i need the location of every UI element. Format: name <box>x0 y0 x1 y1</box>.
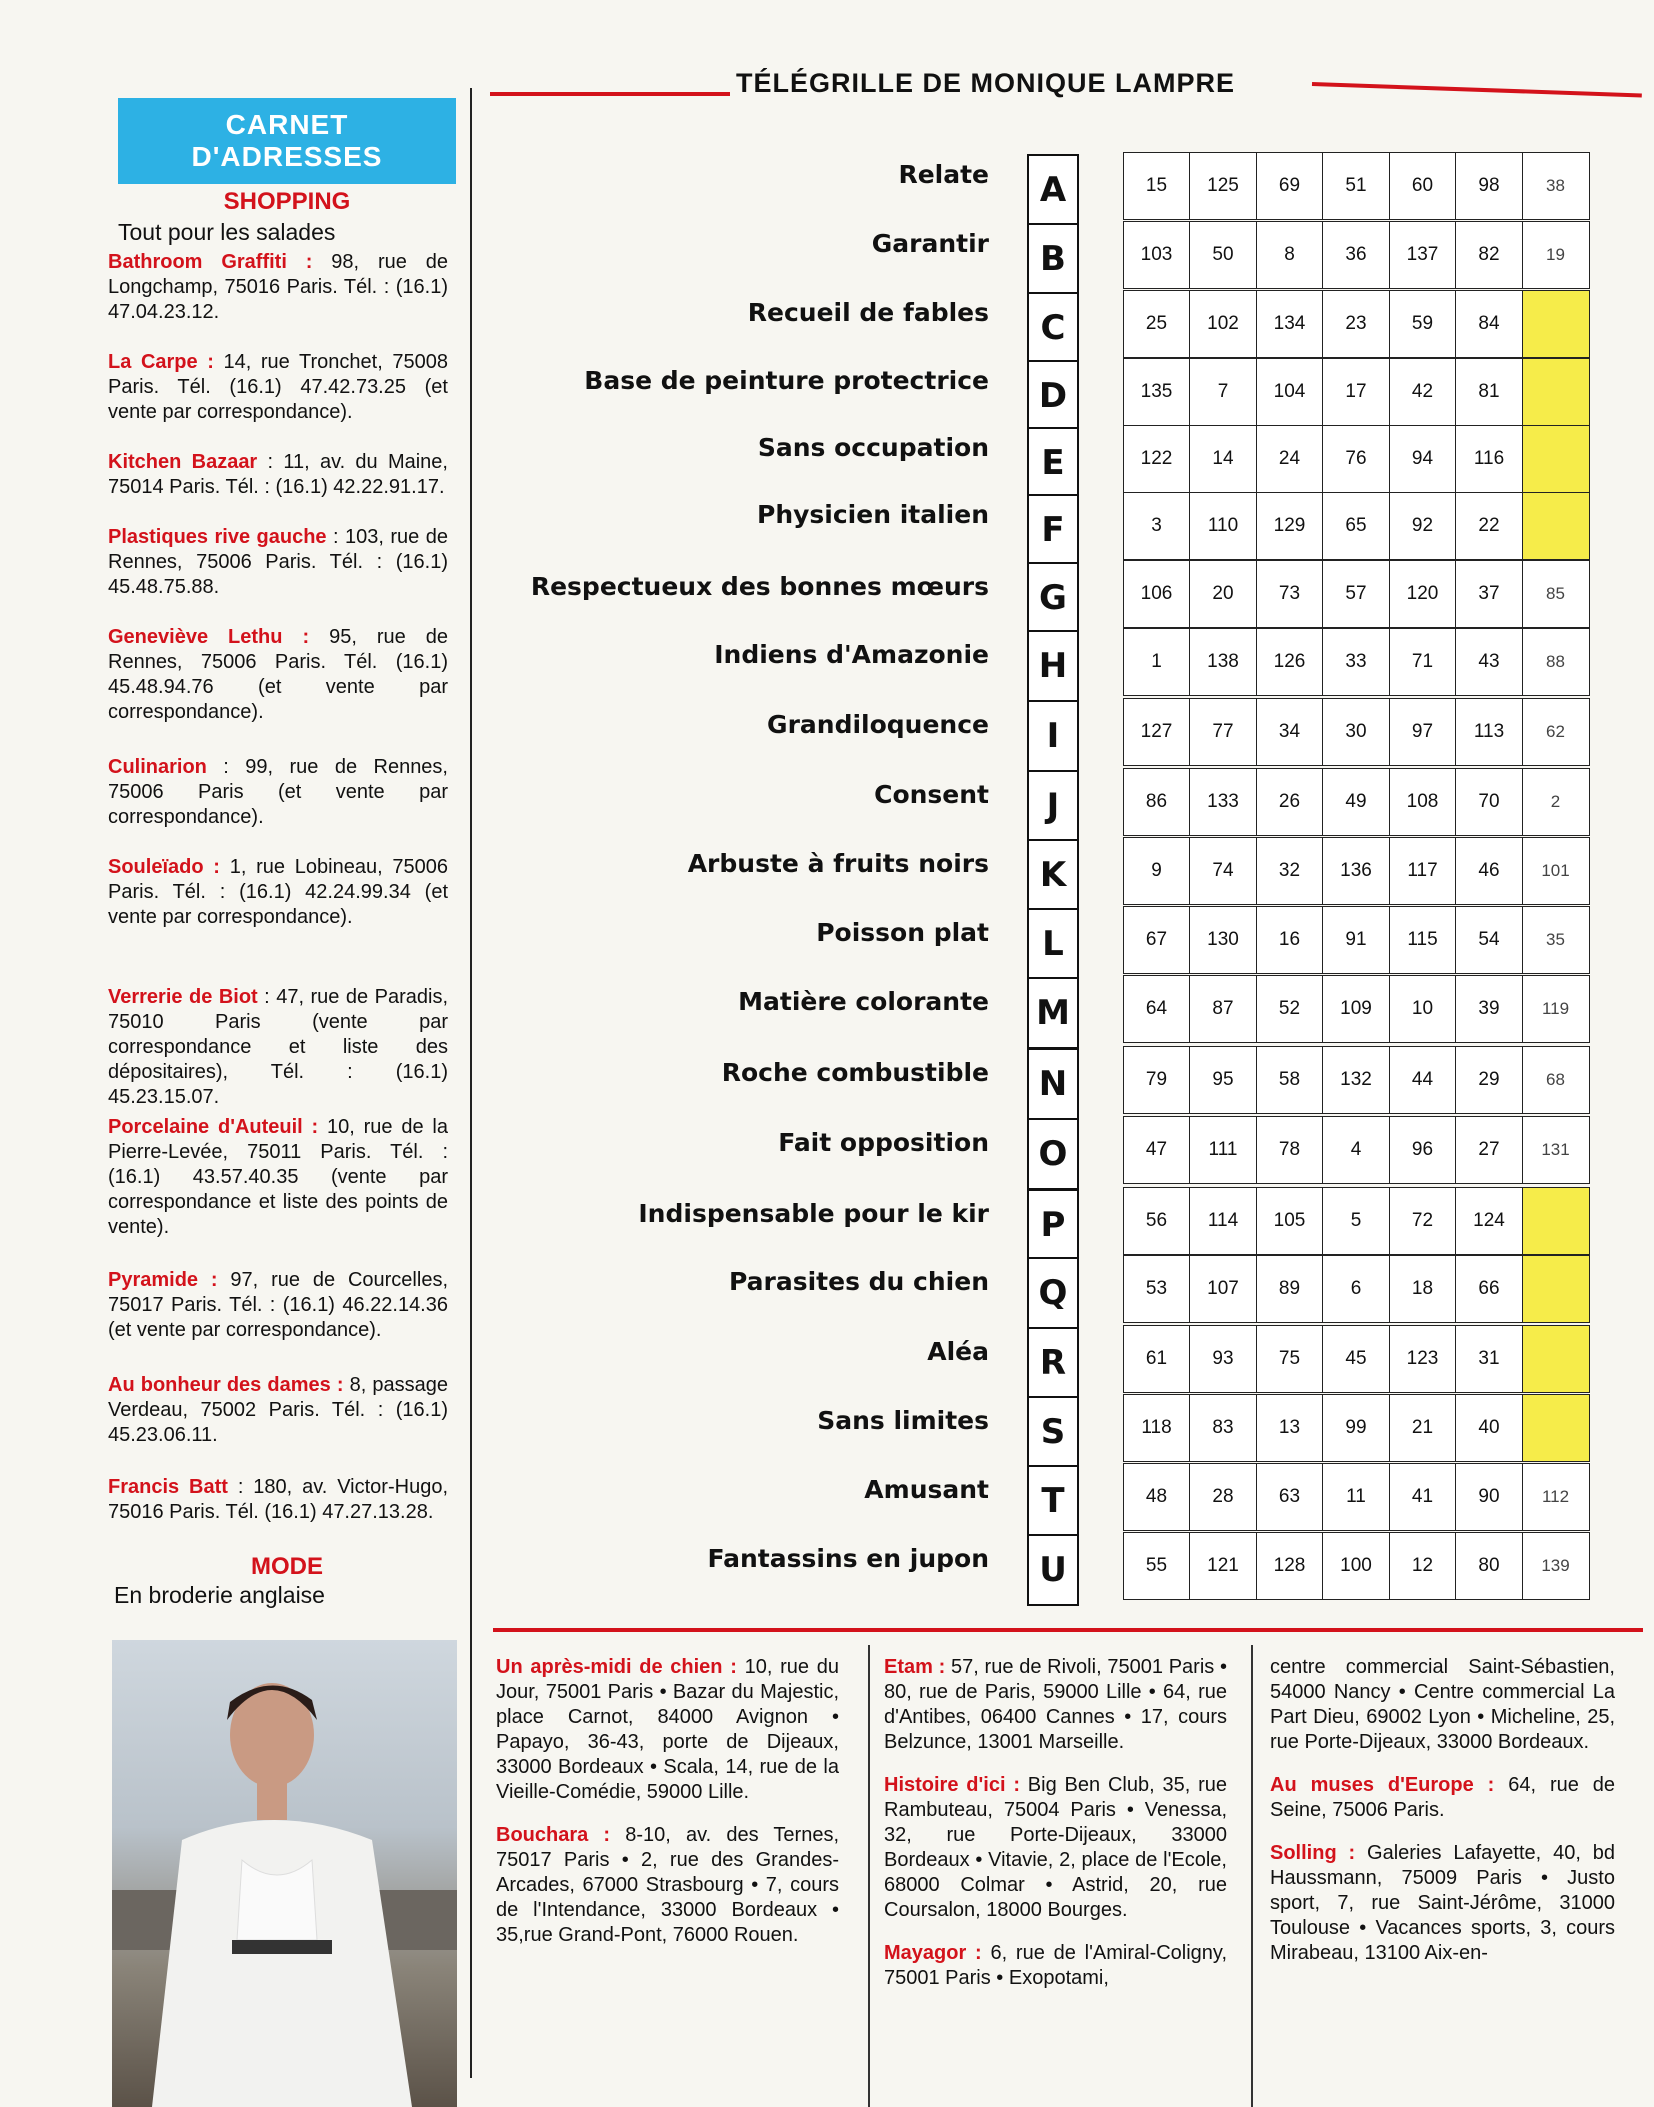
clue-text: Fait opposition <box>778 1128 989 1157</box>
grid-cell[interactable]: 34 <box>1256 698 1324 766</box>
grid-cell[interactable]: 127 <box>1123 698 1191 766</box>
grid-cell[interactable]: 104 <box>1256 358 1324 426</box>
grid-row <box>1124 1325 1590 1393</box>
grid-cell[interactable]: 32 <box>1256 837 1324 905</box>
shop-details: : 180, av. Victor-Hugo, 75016 Paris. Tél. (16.1) 47.27.13.28. <box>108 1476 448 1523</box>
highlighted-cell[interactable] <box>1522 358 1590 426</box>
shop-name: Solling : <box>1270 1842 1356 1864</box>
shop-details: 97, rue de Courcelles, 75017 Paris. Tél. : (16.1) 46.22.14.36 (et vente par correspondance). <box>108 1269 448 1341</box>
grid-cell[interactable]: 85 <box>1522 560 1590 628</box>
shop-details: 8, passage Verdeau, 75002 Paris. Tél. : (16.1) 45.23.06.11. <box>108 1374 448 1446</box>
shop-details: 8-10, av. des Ternes, 75017 Paris • 2, rue des Grandes-Arcades, 67000 Strasbourg • 7, cours de l'Intendance, 33000 Bordeaux • 35,rue Grand-Pont, 76000 Rouen. <box>496 1824 839 1946</box>
grid-cell[interactable]: 17 <box>1322 358 1390 426</box>
shopping-subheading: Tout pour les salades <box>118 219 336 245</box>
grid-row <box>1124 425 1590 493</box>
address-entry <box>108 625 448 725</box>
clue-text: Sans occupation <box>757 433 989 462</box>
grid-cell[interactable]: 1 <box>1123 628 1191 696</box>
grid-cell[interactable]: 113 <box>1455 698 1523 766</box>
grid-cell[interactable]: 84 <box>1455 290 1523 358</box>
grid-cell[interactable]: 2 <box>1522 768 1590 836</box>
address-paragraph <box>1270 1655 1615 1755</box>
row-letter: I <box>1027 700 1079 772</box>
grid-cell[interactable]: 61 <box>1123 1325 1191 1393</box>
address-column-3 <box>1270 1655 1615 1984</box>
shop-details: 57, rue de Rivoli, 75001 Paris • 80, rue de Paris, 59000 Lille • 64, rue d'Antibes, 06400 Cannes • 17, cours Belzunce, 13001 Marseille. <box>884 1656 1227 1753</box>
grid-cell[interactable]: 136 <box>1322 837 1390 905</box>
grid-cell[interactable]: 31 <box>1455 1325 1523 1393</box>
puzzle-title: TÉLÉGRILLE DE MONIQUE LAMPRE <box>736 68 1236 98</box>
address-column-2 <box>884 1655 1227 2009</box>
grid-row <box>1124 628 1590 696</box>
grid-row <box>1124 290 1590 358</box>
row-letter: O <box>1027 1118 1079 1190</box>
highlighted-cell[interactable] <box>1522 1187 1590 1255</box>
shop-name: Verrerie de Biot <box>108 986 258 1008</box>
row-letter: T <box>1027 1465 1079 1537</box>
row-letter: F <box>1027 494 1079 566</box>
grid-row <box>1124 1187 1590 1255</box>
row-letter: B <box>1027 223 1079 295</box>
shop-name: Pyramide : <box>108 1269 218 1291</box>
row-letter: P <box>1027 1189 1079 1261</box>
grid-cell[interactable]: 119 <box>1522 975 1590 1043</box>
shop-name: Histoire d'ici : <box>884 1774 1020 1796</box>
shop-name: Bathroom Graffiti : <box>108 251 313 273</box>
shop-details: 6, rue de l'Amiral-Coligny, 75001 Paris • Exopotami, <box>884 1942 1227 1989</box>
shop-details: : 99, rue de Rennes, 75006 Paris (et vente par correspondance). <box>108 756 448 828</box>
mode-subheading: En broderie anglaise <box>114 1582 325 1608</box>
grid-cell[interactable]: 75 <box>1256 1325 1324 1393</box>
grid-cell[interactable]: 130 <box>1189 906 1257 974</box>
grid-cell[interactable]: 135 <box>1123 358 1191 426</box>
grid-cell[interactable]: 44 <box>1389 1046 1457 1114</box>
grid-cell[interactable]: 57 <box>1322 560 1390 628</box>
grid-cell[interactable]: 137 <box>1389 221 1457 289</box>
grid-cell[interactable]: 67 <box>1123 906 1191 974</box>
grid-cell[interactable]: 98 <box>1455 152 1523 220</box>
row-letter: K <box>1027 839 1079 911</box>
grid-cell[interactable]: 129 <box>1256 492 1324 560</box>
row-letter: J <box>1027 770 1079 842</box>
grid-cell[interactable]: 20 <box>1189 560 1257 628</box>
clue-text: Parasites du chien <box>729 1267 989 1296</box>
shop-name: Mayagor : <box>884 1942 982 1964</box>
row-letter: G <box>1027 562 1079 634</box>
woman-photo-illustration <box>112 1640 457 2107</box>
shop-details: 95, rue de Rennes, 75006 Paris. Tél. (16.1) 45.48.94.76 (et vente par correspondance). <box>108 626 449 723</box>
grid-cell[interactable]: 120 <box>1389 560 1457 628</box>
grid-cell[interactable]: 105 <box>1256 1187 1324 1255</box>
shop-details: 64, rue de Seine, 75006 Paris. <box>1270 1774 1616 1821</box>
shop-details: : 103, rue de Rennes, 75006 Paris. Tél. : (16.1) 45.48.75.88. <box>108 526 448 598</box>
grid-row <box>1124 1463 1590 1531</box>
shop-details: : 47, rue de Paradis, 75010 Paris (vente par correspondance et liste des dépositaires), Tél. : (16.1) 45.23.15.07. <box>108 986 448 1108</box>
clue-text: Base de peinture protectrice <box>584 366 989 395</box>
grid-cell[interactable]: 33 <box>1322 628 1390 696</box>
grid-cell[interactable]: 79 <box>1123 1046 1191 1114</box>
grid-cell[interactable]: 53 <box>1123 1255 1191 1323</box>
carnet-title-line-2: D'ADRESSES <box>191 141 383 172</box>
grid-cell[interactable]: 66 <box>1455 1255 1523 1323</box>
shop-details: Galeries Lafayette, 40, bd Haussmann, 75009 Paris • Justo sport, 7, rue Saint-Jérôme, 31000 Toulouse • Vacances sports, 3, cours Mirabeau, 13100 Aix-en- <box>1270 1842 1615 1964</box>
column-divider <box>470 88 472 2078</box>
grid-cell[interactable]: 97 <box>1389 698 1457 766</box>
grid-cell[interactable]: 124 <box>1455 1187 1523 1255</box>
shop-details: 10, rue de la Pierre-Levée, 75011 Paris. Tél. : (16.1) 43.57.40.35 (vente par correspondance et liste des points de vente). <box>108 1116 448 1238</box>
grid-cell[interactable]: 62 <box>1522 698 1590 766</box>
grid-cell[interactable]: 47 <box>1123 1116 1191 1184</box>
address-entry <box>108 985 448 1110</box>
row-letter: A <box>1027 154 1079 226</box>
grid-row <box>1124 837 1590 905</box>
grid-cell[interactable]: 115 <box>1389 906 1457 974</box>
grid-cell[interactable]: 138 <box>1189 628 1257 696</box>
clue-text: Poisson plat <box>816 918 989 947</box>
clue-text: Recueil de fables <box>747 298 989 327</box>
shop-name: Plastiques rive gauche <box>108 526 327 548</box>
shop-name: Francis Batt <box>108 1476 228 1498</box>
grid-cell[interactable]: 9 <box>1123 837 1191 905</box>
clue-text: Indispensable pour le kir <box>638 1199 989 1228</box>
carnet-title-box <box>118 98 456 184</box>
row-letter: L <box>1027 908 1079 980</box>
grid-cell[interactable]: 48 <box>1123 1463 1191 1531</box>
shop-details: 98, rue de Longchamp, 75016 Paris. Tél. : (16.1) 47.04.23.12. <box>108 251 449 323</box>
grid-cell[interactable]: 50 <box>1189 221 1257 289</box>
row-letter: U <box>1027 1534 1079 1606</box>
grid-row <box>1124 1255 1590 1323</box>
row-letter: E <box>1027 427 1079 499</box>
grid-cell[interactable]: 10 <box>1389 975 1457 1043</box>
highlighted-cell[interactable] <box>1522 290 1590 358</box>
grid-cell[interactable]: 112 <box>1522 1463 1590 1531</box>
grid-cell[interactable]: 58 <box>1256 1046 1324 1114</box>
grid-cell[interactable]: 125 <box>1189 152 1257 220</box>
row-letter: R <box>1027 1327 1079 1399</box>
shop-name: Au bonheur des dames : <box>108 1374 344 1396</box>
grid-cell[interactable]: 64 <box>1123 975 1191 1043</box>
grid-cell[interactable]: 45 <box>1322 1325 1390 1393</box>
grid-cell[interactable]: 118 <box>1123 1394 1191 1462</box>
grid-cell[interactable]: 83 <box>1189 1394 1257 1462</box>
grid-row <box>1124 560 1590 628</box>
grid-cell[interactable]: 103 <box>1123 221 1191 289</box>
grid-cell[interactable]: 86 <box>1123 768 1191 836</box>
grid-cell[interactable]: 27 <box>1455 1116 1523 1184</box>
shopping-heading: SHOPPING <box>223 188 351 215</box>
grid-cell[interactable]: 6 <box>1322 1255 1390 1323</box>
grid-cell[interactable]: 21 <box>1389 1394 1457 1462</box>
grid-cell[interactable]: 93 <box>1189 1325 1257 1393</box>
shop-details: 1, rue Lobineau, 75006 Paris. Tél. : (16.1) 42.24.99.34 (et vente par correspondance). <box>108 856 448 928</box>
grid-cell[interactable]: 116 <box>1455 425 1523 493</box>
grid-cell[interactable]: 91 <box>1322 906 1390 974</box>
address-column-1 <box>496 1655 839 1966</box>
shop-details: : 11, av. du Maine, 75014 Paris. Tél. : (16.1) 42.22.91.17. <box>108 451 448 498</box>
grid-cell[interactable]: 46 <box>1455 837 1523 905</box>
grid-cell[interactable]: 42 <box>1389 358 1457 426</box>
grid-cell[interactable]: 92 <box>1389 492 1457 560</box>
clue-text: Physicien italien <box>757 500 989 529</box>
address-entry <box>108 525 448 600</box>
row-letter: C <box>1027 292 1079 364</box>
address-entry <box>108 250 448 325</box>
address-paragraph <box>884 1655 1227 1755</box>
grid-cell[interactable]: 11 <box>1322 1463 1390 1531</box>
title-rule-left <box>490 92 730 96</box>
grid-row <box>1124 492 1590 560</box>
grid-cell[interactable]: 65 <box>1322 492 1390 560</box>
grid-cell[interactable]: 117 <box>1389 837 1457 905</box>
grid-cell[interactable]: 131 <box>1522 1116 1590 1184</box>
grid-cell[interactable]: 41 <box>1389 1463 1457 1531</box>
clue-text: Matière colorante <box>738 987 989 1016</box>
grid-cell[interactable]: 81 <box>1455 358 1523 426</box>
shop-name: Geneviève Lethu : <box>108 626 310 648</box>
grid-cell[interactable]: 25 <box>1123 290 1191 358</box>
grid-cell[interactable]: 60 <box>1389 152 1457 220</box>
bottom-divider-2 <box>1251 1645 1253 2107</box>
grid-cell[interactable]: 29 <box>1455 1046 1523 1114</box>
grid-cell[interactable]: 109 <box>1322 975 1390 1043</box>
grid-cell[interactable]: 111 <box>1189 1116 1257 1184</box>
grid-cell[interactable]: 71 <box>1389 628 1457 696</box>
grid-row <box>1124 1394 1590 1462</box>
grid-row <box>1124 152 1590 220</box>
grid-cell[interactable]: 52 <box>1256 975 1324 1043</box>
grid-cell[interactable]: 128 <box>1256 1532 1324 1600</box>
grid-cell[interactable]: 87 <box>1189 975 1257 1043</box>
grid-cell[interactable]: 26 <box>1256 768 1324 836</box>
grid-row <box>1124 975 1590 1043</box>
grid-cell[interactable]: 126 <box>1256 628 1324 696</box>
clue-text: Fantassins en jupon <box>707 1544 989 1573</box>
shop-details: 14, rue Tronchet, 75008 Paris. Tél. (16.1) 47.42.73.25 (et vente par correspondance). <box>108 351 448 423</box>
grid-row <box>1124 906 1590 974</box>
grid-cell[interactable]: 106 <box>1123 560 1191 628</box>
shop-name: Kitchen Bazaar <box>108 451 258 473</box>
shop-name: Un après-midi de chien : <box>496 1656 737 1678</box>
grid-cell[interactable]: 82 <box>1455 221 1523 289</box>
clue-text: Grandiloquence <box>767 710 989 739</box>
grid-row <box>1124 358 1590 426</box>
grid-cell[interactable]: 108 <box>1389 768 1457 836</box>
clue-text: Sans limites <box>817 1406 989 1435</box>
clue-text: Garantir <box>871 229 989 258</box>
bottom-rule <box>493 1628 1643 1632</box>
shop-details: centre commercial Saint-Sébastien, 54000 Nancy • Centre commercial La Part Dieu, 69002 Lyon • Micheline, 25, rue Porte-Dijeaux, 33000 Bordeaux. <box>1270 1656 1615 1753</box>
address-entry <box>108 1115 448 1240</box>
grid-cell[interactable]: 114 <box>1189 1187 1257 1255</box>
clue-text: Amusant <box>864 1475 989 1504</box>
grid-cell[interactable]: 69 <box>1256 152 1324 220</box>
highlighted-cell[interactable] <box>1522 1255 1590 1323</box>
grid-cell[interactable]: 77 <box>1189 698 1257 766</box>
grid-cell[interactable]: 70 <box>1455 768 1523 836</box>
bottom-divider-1 <box>868 1645 870 2107</box>
grid-cell[interactable]: 30 <box>1322 698 1390 766</box>
grid-cell[interactable]: 15 <box>1123 152 1191 220</box>
grid-cell[interactable]: 43 <box>1455 628 1523 696</box>
grid-row <box>1124 1046 1590 1114</box>
row-letter: N <box>1027 1048 1079 1120</box>
grid-cell[interactable]: 73 <box>1256 560 1324 628</box>
clue-text: Relate <box>898 160 989 189</box>
grid-cell[interactable]: 107 <box>1189 1255 1257 1323</box>
grid-cell[interactable]: 3 <box>1123 492 1191 560</box>
grid-cell[interactable]: 8 <box>1256 221 1324 289</box>
grid-row <box>1124 221 1590 289</box>
carnet-title-line-1: CARNET <box>225 109 349 140</box>
grid-cell[interactable]: 19 <box>1522 221 1590 289</box>
clue-text: Indiens d'Amazonie <box>714 640 989 669</box>
clue-text: Roche combustible <box>721 1058 989 1087</box>
grid-cell[interactable]: 24 <box>1256 425 1324 493</box>
grid-cell[interactable]: 78 <box>1256 1116 1324 1184</box>
address-entry <box>108 350 448 425</box>
shop-details: 10, rue du Jour, 75001 Paris • Bazar du Majestic, place Carnot, 84000 Avignon • Papayo, 36-43, porte de Dijeaux, 33000 Bordeaux • Scala, 14, rue de la Vieille-Comédie, 59000 Lille. <box>496 1656 840 1803</box>
mode-heading: MODE <box>251 1553 323 1580</box>
grid-cell[interactable]: 102 <box>1189 290 1257 358</box>
grid-cell[interactable]: 89 <box>1256 1255 1324 1323</box>
grid-cell[interactable]: 74 <box>1189 837 1257 905</box>
grid-cell[interactable]: 63 <box>1256 1463 1324 1531</box>
grid-cell[interactable]: 4 <box>1322 1116 1390 1184</box>
grid-cell[interactable]: 18 <box>1389 1255 1457 1323</box>
grid-row <box>1124 1116 1590 1184</box>
row-letter: H <box>1027 630 1079 702</box>
grid-cell[interactable]: 12 <box>1389 1532 1457 1600</box>
address-entry <box>108 1373 448 1448</box>
clue-text: Respectueux des bonnes mœurs <box>530 572 989 601</box>
address-paragraph <box>1270 1841 1615 1966</box>
grid-cell[interactable]: 38 <box>1522 152 1590 220</box>
grid-row <box>1124 768 1590 836</box>
grid-cell[interactable]: 59 <box>1389 290 1457 358</box>
grid-cell[interactable]: 28 <box>1189 1463 1257 1531</box>
grid-row <box>1124 1532 1590 1600</box>
grid-cell[interactable]: 96 <box>1389 1116 1457 1184</box>
highlighted-cell[interactable] <box>1522 492 1590 560</box>
grid-cell[interactable]: 99 <box>1322 1394 1390 1462</box>
grid-cell[interactable]: 37 <box>1455 560 1523 628</box>
address-entry <box>108 1268 448 1343</box>
shop-name: La Carpe : <box>108 351 214 373</box>
grid-cell[interactable]: 101 <box>1522 837 1590 905</box>
grid-cell[interactable]: 22 <box>1455 492 1523 560</box>
title-rule-right <box>1312 82 1642 98</box>
shop-details: Big Ben Club, 35, rue Rambuteau, 75004 Paris • Venessa, 32, rue Porte-Dijeaux, 33000 Bordeaux • Vitavie, 2, place de l'Ecole, 68000 Colmar • Astrid, 20, rue Coursalon, 18000 Bourges. <box>884 1774 1227 1921</box>
grid-cell[interactable]: 95 <box>1189 1046 1257 1114</box>
address-paragraph <box>496 1655 839 1805</box>
grid-cell[interactable]: 88 <box>1522 628 1590 696</box>
grid-cell[interactable]: 68 <box>1522 1046 1590 1114</box>
shop-name: Porcelaine d'Auteuil : <box>108 1116 319 1138</box>
clue-text: Arbuste à fruits noirs <box>687 849 989 878</box>
clue-text: Aléa <box>927 1337 989 1366</box>
grid-cell[interactable]: 100 <box>1322 1532 1390 1600</box>
grid-cell[interactable]: 123 <box>1389 1325 1457 1393</box>
row-letter: S <box>1027 1396 1079 1468</box>
highlighted-cell[interactable] <box>1522 1325 1590 1393</box>
grid-cell[interactable]: 72 <box>1389 1187 1457 1255</box>
grid-cell[interactable]: 16 <box>1256 906 1324 974</box>
grid-cell[interactable]: 36 <box>1322 221 1390 289</box>
grid-cell[interactable]: 80 <box>1455 1532 1523 1600</box>
grid-cell[interactable]: 132 <box>1322 1046 1390 1114</box>
shop-name: Souleïado : <box>108 856 220 878</box>
grid-cell[interactable]: 51 <box>1322 152 1390 220</box>
address-paragraph <box>884 1773 1227 1923</box>
grid-cell[interactable]: 13 <box>1256 1394 1324 1462</box>
grid-cell[interactable]: 55 <box>1123 1532 1191 1600</box>
grid-row <box>1124 698 1590 766</box>
highlighted-cell[interactable] <box>1522 1394 1590 1462</box>
grid-cell[interactable]: 7 <box>1189 358 1257 426</box>
highlighted-cell[interactable] <box>1522 425 1590 493</box>
grid-cell[interactable]: 39 <box>1455 975 1523 1043</box>
grid-cell[interactable]: 90 <box>1455 1463 1523 1531</box>
grid-cell[interactable]: 122 <box>1123 425 1191 493</box>
address-entry <box>108 1475 448 1525</box>
address-entry <box>108 855 448 930</box>
shop-name: Etam : <box>884 1656 946 1678</box>
row-letter: Q <box>1027 1257 1079 1329</box>
grid-cell[interactable]: 23 <box>1322 290 1390 358</box>
grid-cell[interactable]: 54 <box>1455 906 1523 974</box>
grid-cell[interactable]: 121 <box>1189 1532 1257 1600</box>
row-letter: M <box>1027 977 1079 1049</box>
address-paragraph <box>1270 1773 1615 1823</box>
grid-cell[interactable]: 76 <box>1322 425 1390 493</box>
grid-cell[interactable]: 40 <box>1455 1394 1523 1462</box>
grid-cell[interactable]: 94 <box>1389 425 1457 493</box>
grid-cell[interactable]: 56 <box>1123 1187 1191 1255</box>
address-paragraph <box>884 1941 1227 1991</box>
grid-cell[interactable]: 110 <box>1189 492 1257 560</box>
grid-cell[interactable]: 133 <box>1189 768 1257 836</box>
clue-text: Consent <box>874 780 989 809</box>
address-paragraph <box>496 1823 839 1948</box>
grid-cell[interactable]: 49 <box>1322 768 1390 836</box>
grid-cell[interactable]: 134 <box>1256 290 1324 358</box>
grid-cell[interactable]: 139 <box>1522 1532 1590 1600</box>
fashion-photo <box>112 1640 457 2107</box>
row-letter: D <box>1027 360 1079 432</box>
address-entry <box>108 755 448 830</box>
grid-cell[interactable]: 14 <box>1189 425 1257 493</box>
grid-cell[interactable]: 5 <box>1322 1187 1390 1255</box>
shop-name: Bouchara : <box>496 1824 611 1846</box>
grid-cell[interactable]: 35 <box>1522 906 1590 974</box>
shop-name: Au muses d'Europe : <box>1270 1774 1495 1796</box>
shop-name: Culinarion <box>108 756 207 778</box>
address-entry <box>108 450 448 500</box>
